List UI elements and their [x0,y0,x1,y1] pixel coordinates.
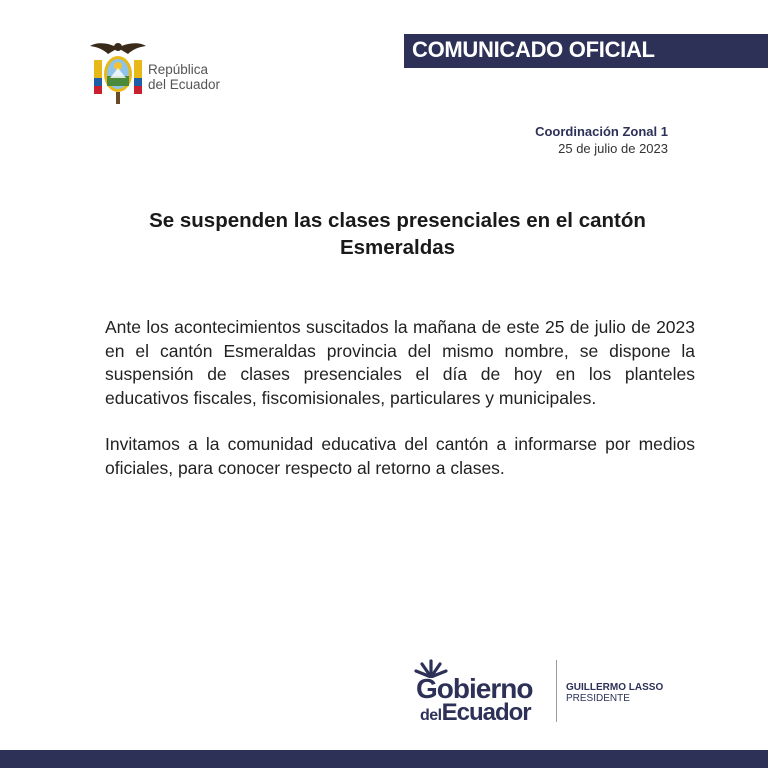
republica-wordmark [148,62,220,92]
paragraph-1: Ante los acontecimientos suscitados la mañana de este 25 de julio de 2023 en el cantón Esmeraldas provincia del mismo nombre, se dispone la suspensión de clases presenciales el día de hoy en los planteles educativos fiscales, fiscomisionales, particulares y municipales. [105,317,695,408]
zone-label: Coordinación Zonal 1 [535,124,668,139]
bottom-bar [0,750,768,768]
headline-line2: Esmeraldas [339,236,456,259]
president-name: GUILLERMO LASSO [566,682,664,693]
coat-of-arms-icon [88,38,148,106]
footer-divider [556,660,557,722]
official-banner [404,34,768,68]
president-block [566,682,663,704]
gobierno-logo [414,658,694,728]
republica-logo [88,38,238,108]
headline [100,207,695,261]
headline-line1: Se suspenden las clases presenciales en el cantón [149,209,646,232]
date-label: 25 de julio de 2023 [558,141,668,156]
del-ecuador-wordmark [420,701,531,728]
republica-line2: del Ecuador [148,77,221,92]
gobierno-wordmark: Gobierno [416,673,533,704]
republica-line1: República [148,62,209,77]
ecuador-text: Ecuador [441,699,531,726]
president-role: PRESIDENTE [566,693,630,704]
body-text [105,316,695,504]
paragraph-2: Invitamos a la comunidad educativa del cantón a informarse por medios oficiales, para conocer respecto al retorno a clases. [105,434,695,478]
del-text: del [420,707,442,724]
banner-title: COMUNICADO OFICIAL [412,37,655,62]
communique-meta [535,123,668,157]
